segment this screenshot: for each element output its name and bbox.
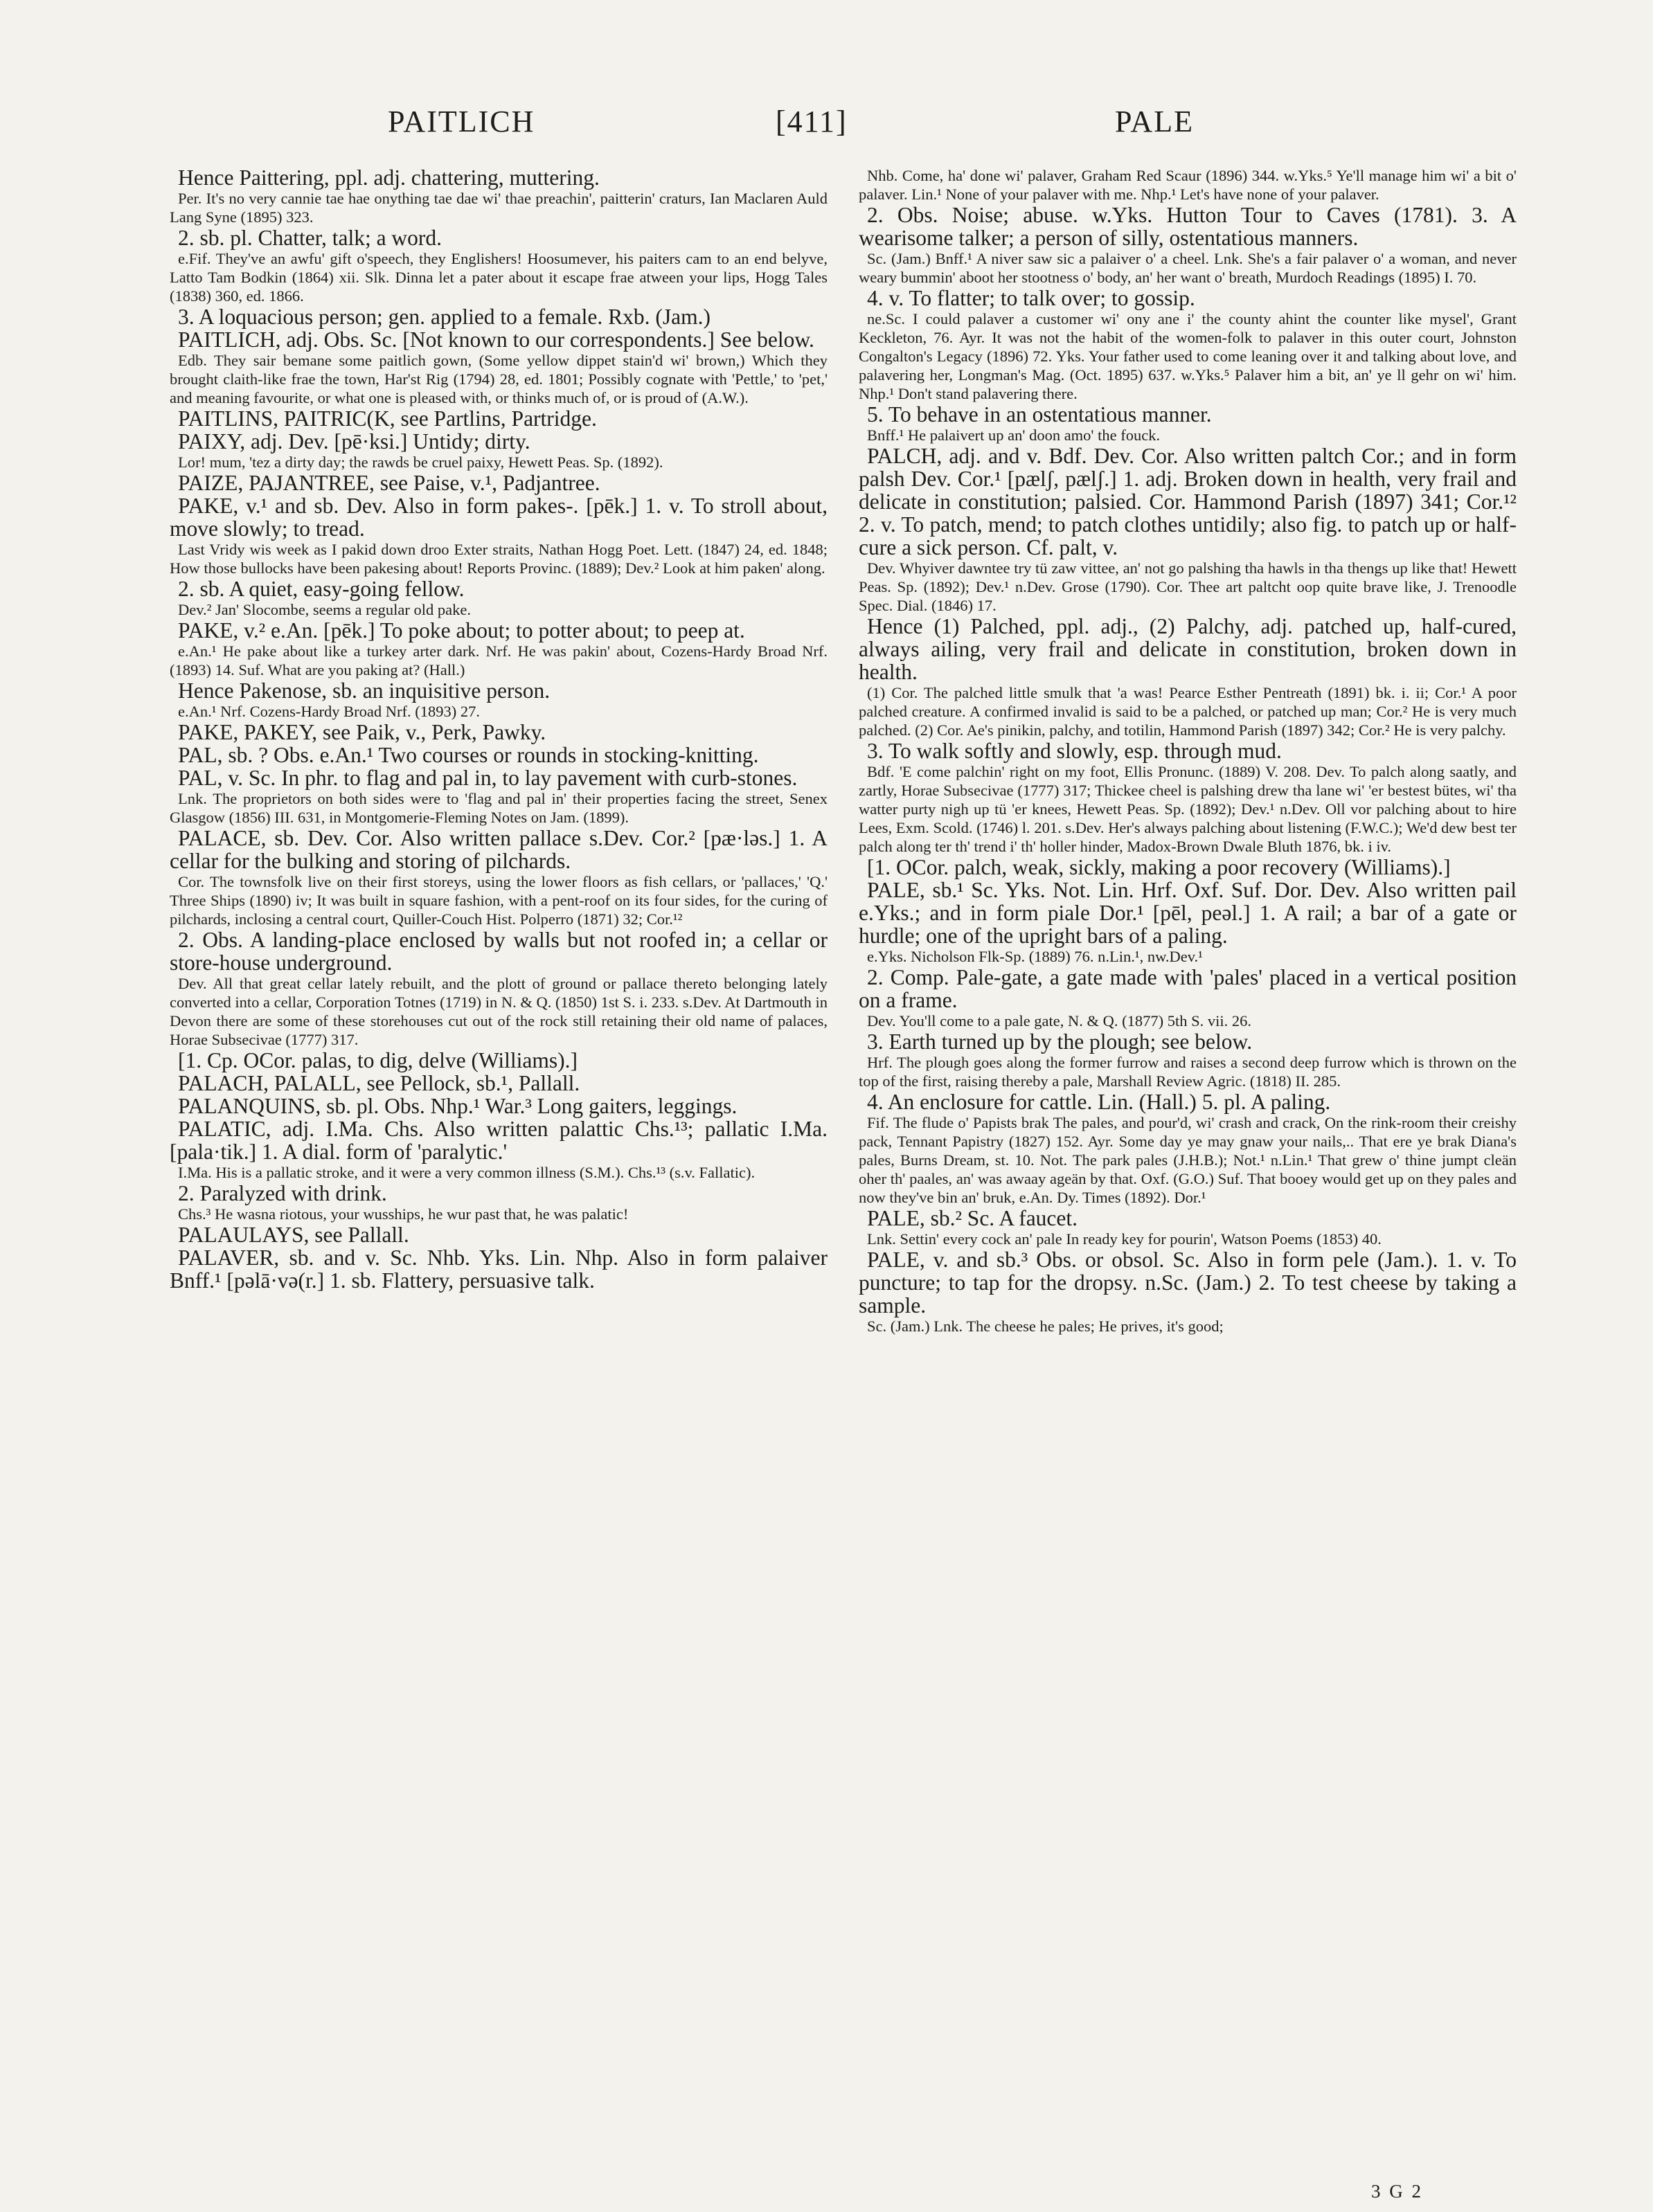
citation-text: Dev. All that great cellar lately rebuilt, and the plott of ground or pallace thereto belonging lately converted into a cellar, Corporation Totnes (1719) in N. & Q. (1850) 1st S. i. 233. s.Dev. At Dartmouth in Devon there are some of these storehouses cut out of the rock still retaining their old name of palaces, Horae Subsecivae (1777) 317. [170, 975, 828, 1048]
entry-text: 2. sb. A quiet, easy-going fellow. [178, 577, 465, 601]
entry-text: PALE, sb.¹ Sc. Yks. Not. Lin. Hrf. Oxf. Suf. Dor. Dev. Also written pail e.Yks.; and in form piale Dor.¹ [pēl, peəl.] 1. A rail; a bar of a gate or hurdle; one of the upright bars of a paling. [859, 878, 1517, 948]
citation-text: Lnk. The proprietors on both sides were to 'flag and pal in' their properties facing the street, Senex Glasgow (1856) III. 631, in Montgomerie-Fleming Notes on Jam. (1899). [170, 790, 828, 826]
entry-text: PALACE, sb. Dev. Cor. Also written pallace s.Dev. Cor.² [pæ·ləs.] 1. A cellar for the bulking and storing of pilchards. [170, 826, 828, 873]
entry-text: PAKE, v.² e.An. [pēk.] To poke about; to potter about; to peep at. [178, 618, 745, 642]
signature-mark: 3 G 2 [1371, 2181, 1423, 2202]
entry-text: PAIZE, PAJANTREE, see Paise, v.¹, Padjantree. [178, 471, 600, 495]
entry-text: PAL, sb. ? Obs. e.An.¹ Two courses or rounds in stocking-knitting. [178, 743, 759, 767]
entry-text: PALCH, adj. and v. Bdf. Dev. Cor. Also written paltch Cor.; and in form palsh Dev. Cor.¹ [pælʃ, pælʃ.] 1. adj. Broken down in health, very frail and delicate in constitution; palsied. Cor. Hammond Parish (1897) 341; Cor.¹² 2. v. To patch, mend; to patch clothes untidily; also fig. to patch up or half-cure a sick person. Cf. palt, v. [859, 444, 1517, 559]
entry-text: PALAULAYS, see Pallall. [178, 1223, 409, 1247]
citation-text: I.Ma. His is a pallatic stroke, and it were a very common illness (S.M.). Chs.¹³ (s.v. Fallatic). [178, 1164, 756, 1181]
entry-text: 2. Paralyzed with drink. [178, 1181, 387, 1205]
citation-text: Per. It's no very cannie tae hae onything tae dae wi' thae preachin', paitterin' craturs, Ian Maclaren Auld Lang Syne (1895) 323. [170, 190, 828, 226]
entry-text: PAIXY, adj. Dev. [pē·ksi.] Untidy; dirty. [178, 429, 530, 453]
entry-text: 2. sb. pl. Chatter, talk; a word. [178, 226, 443, 250]
citation-text: Nhb. Come, ha' done wi' palaver, Graham Red Scaur (1896) 344. w.Yks.⁵ Ye'll manage him wi' a bit o' palaver. Lin.¹ None of your palaver with me. Nhp.¹ Let's have none of your palaver. [859, 167, 1517, 203]
entry-text: PALE, sb.² Sc. A faucet. [867, 1206, 1078, 1230]
entry-text: 2. Obs. Noise; abuse. w.Yks. Hutton Tour to Caves (1781). 3. A wearisome talker; a person of silly, ostentatious manners. [859, 203, 1517, 250]
citation-text: Cor. The townsfolk live on their first storeys, using the lower floors as fish cellars, or 'pallaces,' 'Q.' Three Ships (1890) iv; It was built in square fashion, with a pent-roof on its four sides, for the curing of pilchards, inclosing a central court, Quiller-Couch Hist. Polperro (1871) 32; Cor.¹² [170, 873, 828, 928]
left-column [170, 166, 828, 1292]
entry-text: Hence (1) Palched, ppl. adj., (2) Palchy, adj. patched up, half-cured, always ailing, very frail and delicate in constitution, broken down in health. [859, 614, 1517, 684]
citation-text: ne.Sc. I could palaver a customer wi' ony ane i' the county ahint the counter like mysel', Grant Keckleton, 76. Ayr. It was not the habit of the women-folk to palaver in this outer court, Johnston Congalton's Legacy (1896) 72. Yks. Your father used to come leaning over it and talking about love, and palavering her, Longman's Mag. (Oct. 1895) 637. w.Yks.⁵ Palaver him a bit, an' ye ll gehr on wi' him. Nhp.¹ Don't stand palavering there. [859, 310, 1517, 402]
entry-text: 3. To walk softly and slowly, esp. through mud. [867, 739, 1282, 763]
entry-text: [1. Cp. OCor. palas, to dig, delve (Williams).] [178, 1048, 578, 1072]
citation-text: (1) Cor. The palched little smulk that 'a was! Pearce Esther Pentreath (1891) bk. i. ii; Cor.¹ A poor palched creature. A confirmed invalid is said to be a palched, or patched up man; Cor.² He is very much palched. (2) Cor. Ae's pinikin, palchy, and totilin, Hammond Parish (1897) 342; Cor.² He is very palchy. [859, 684, 1517, 739]
entry-text: PAKE, v.¹ and sb. Dev. Also in form pakes-. [pēk.] 1. v. To stroll about, move slowly; to tread. [170, 494, 828, 541]
page-header [0, 104, 1653, 145]
citation-text: Sc. (Jam.) Lnk. The cheese he pales; He prives, it's good; [867, 1318, 1224, 1335]
entry-text: PALATIC, adj. I.Ma. Chs. Also written palattic Chs.¹³; pallatic I.Ma. [pala·tik.] 1. A dial. form of 'paralytic.' [170, 1117, 828, 1164]
entry-text: 5. To behave in an ostentatious manner. [867, 402, 1212, 426]
citation-text: Chs.³ He wasna riotous, your wusships, he wur past that, he was palatic! [178, 1205, 629, 1223]
entry-text: [1. OCor. palch, weak, sickly, making a poor recovery (Williams).] [867, 855, 1451, 879]
entry-text: 4. An enclosure for cattle. Lin. (Hall.) 5. pl. A paling. [867, 1090, 1331, 1114]
entry-text: Hence Pakenose, sb. an inquisitive person. [178, 678, 551, 703]
entry-text: Hence Paittering, ppl. adj. chattering, muttering. [178, 165, 600, 190]
entry-text: 2. Obs. A landing-place enclosed by walls but not roofed in; a cellar or store-house underground. [170, 928, 828, 975]
entry-text: PAITLICH, adj. Obs. Sc. [Not known to our correspondents.] See below. [178, 327, 814, 352]
citation-text: e.Yks. Nicholson Flk-Sp. (1889) 76. n.Lin.¹, nw.Dev.¹ [867, 948, 1203, 965]
entry-text: PAL, v. Sc. In phr. to flag and pal in, to lay pavement with curb-stones. [178, 766, 798, 790]
entry-text: PALE, v. and sb.³ Obs. or obsol. Sc. Also in form pele (Jam.). 1. v. To puncture; to tap for the dropsy. n.Sc. (Jam.) 2. To test cheese by taking a sample. [859, 1248, 1517, 1318]
entry-text: PALACH, PALALL, see Pellock, sb.¹, Pallall. [178, 1071, 580, 1095]
page-number: [411] [776, 105, 848, 138]
citation-text: Edb. They sair bemane some paitlich gown, (Some yellow dippet stain'd wi' brown,) Which they brought claith-like frae the town, Har'st Rig (1794) 28, ed. 1801; Possibly cognate with 'Pettle,' to 'pet,' and meaning favourite, or what one is pleased with, or thinks much of, or is proud of (A.W.). [170, 352, 828, 406]
entry-text: PALAVER, sb. and v. Sc. Nhb. Yks. Lin. Nhp. Also in form palaiver Bnff.¹ [pəlā·və(r.] 1. sb. Flattery, persuasive talk. [170, 1246, 828, 1293]
entry-text: PALANQUINS, sb. pl. Obs. Nhp.¹ War.³ Long gaiters, leggings. [178, 1094, 738, 1118]
citation-text: Fif. The flude o' Papists brak The pales, and pour'd, wi' crash and crack, On the rink-room their creishy pack, Tennant Papistry (1827) 152. Ayr. Some day ye may gnaw your nails,.. That ere ye brak Diana's pales, Burns Dream, st. 10. Not. The park pales (J.H.B.); Not.¹ n.Lin.¹ That grew o' thine jumpt cleän oher th' paales, an' was awaay ageän by that. Oxf. (G.O.) Suf. That booey would get up on they pales and now they've bin an' bruk, e.An. Dy. Times (1892). Dor.¹ [859, 1114, 1517, 1206]
running-head-right: PALE [1115, 105, 1194, 138]
citation-text: Lor! mum, 'tez a dirty day; the rawds be cruel paixy, Hewett Peas. Sp. (1892). [178, 453, 663, 471]
citation-text: e.An.¹ Nrf. Cozens-Hardy Broad Nrf. (1893) 27. [178, 703, 481, 720]
citation-text: Dev.² Jan' Slocombe, seems a regular old pake. [178, 601, 471, 618]
citation-text: e.Fif. They've an awfu' gift o'speech, they Englishers! Hoosumever, his paiters cam to an end belyve, Latto Tam Bodkin (1864) xii. Slk. Dinna let a pater about it escape frae atween your lips, Hogg Tales (1838) 360, ed. 1866. [170, 250, 828, 305]
citation-text: Dev. Whyiver dawntee try tü zaw vittee, an' not go palshing tha hawls in tha thengs up like that! Hewett Peas. Sp. (1892); Dev.¹ n.Dev. Grose (1790). Cor. Thee art paltcht oop quite brave like, J. Trenoodle Spec. Dial. (1846) 17. [859, 559, 1517, 614]
entry-text: 4. v. To flatter; to talk over; to gossip. [867, 286, 1195, 310]
running-head-left: PAITLICH [388, 105, 535, 138]
entry-text: 2. Comp. Pale-gate, a gate made with 'pales' placed in a vertical position on a frame. [859, 965, 1517, 1012]
citation-text: Sc. (Jam.) Bnff.¹ A niver saw sic a palaiver o' a cheel. Lnk. She's a fair palaver o' a woman, and never weary bummin' aboot her stootness o' body, an' her want o' breath, Murdoch Readings (1895) I. 70. [859, 250, 1517, 286]
entry-text: 3. A loquacious person; gen. applied to a female. Rxb. (Jam.) [178, 305, 711, 329]
citation-text: Hrf. The plough goes along the former furrow and raises a second deep furrow which is thrown on the top of the first, raising thereby a pale, Marshall Review Agric. (1818) II. 285. [859, 1054, 1517, 1090]
entry-text: 3. Earth turned up by the plough; see below. [867, 1029, 1253, 1054]
entry-text: PAITLINS, PAITRIC(K, see Partlins, Partridge. [178, 406, 597, 431]
citation-text: e.An.¹ He pake about like a turkey arter dark. Nrf. He was pakin' about, Cozens-Hardy Broad Nrf. (1893) 14. Suf. What are you paking at? (Hall.) [170, 642, 828, 678]
citation-text: Last Vridy wis week as I pakid down droo Exter straits, Nathan Hogg Poet. Lett. (1847) 24, ed. 1848; How those bullocks have been pakesing about! Reports Provinc. (1889); Dev.² Look at him paken' along. [170, 541, 828, 577]
entry-text: PAKE, PAKEY, see Paik, v., Perk, Pawky. [178, 720, 546, 744]
right-column [859, 166, 1517, 1336]
citation-text: Dev. You'll come to a pale gate, N. & Q. (1877) 5th S. vii. 26. [867, 1012, 1252, 1029]
citation-text: Bdf. 'E come palchin' right on my foot, Ellis Pronunc. (1889) V. 208. Dev. To palch along saatly, and zartly, Horae Subsecivae (1777) 317; Thickee cheel is palshing drew tha lane wi' 'er bestest bütes, wi' tha watter purty nigh up tü 'er knees, Hewett Peas. Sp. (1892); Dev.¹ n.Dev. Oll vor palching about to hire Lees, Exm. Scold. (1746) l. 201. s.Dev. Her's always palching about listening (F.W.C.); We'd dew best ter palch along ter th' trend i' th' holler hinder, Madox-Brown Dwale Bluth 1876, bk. i iv. [859, 763, 1517, 855]
citation-text: Lnk. Settin' every cock an' pale In ready key for pourin', Watson Poems (1853) 40. [867, 1230, 1382, 1248]
citation-text: Bnff.¹ He palaivert up an' doon amo' the fouck. [867, 426, 1161, 444]
